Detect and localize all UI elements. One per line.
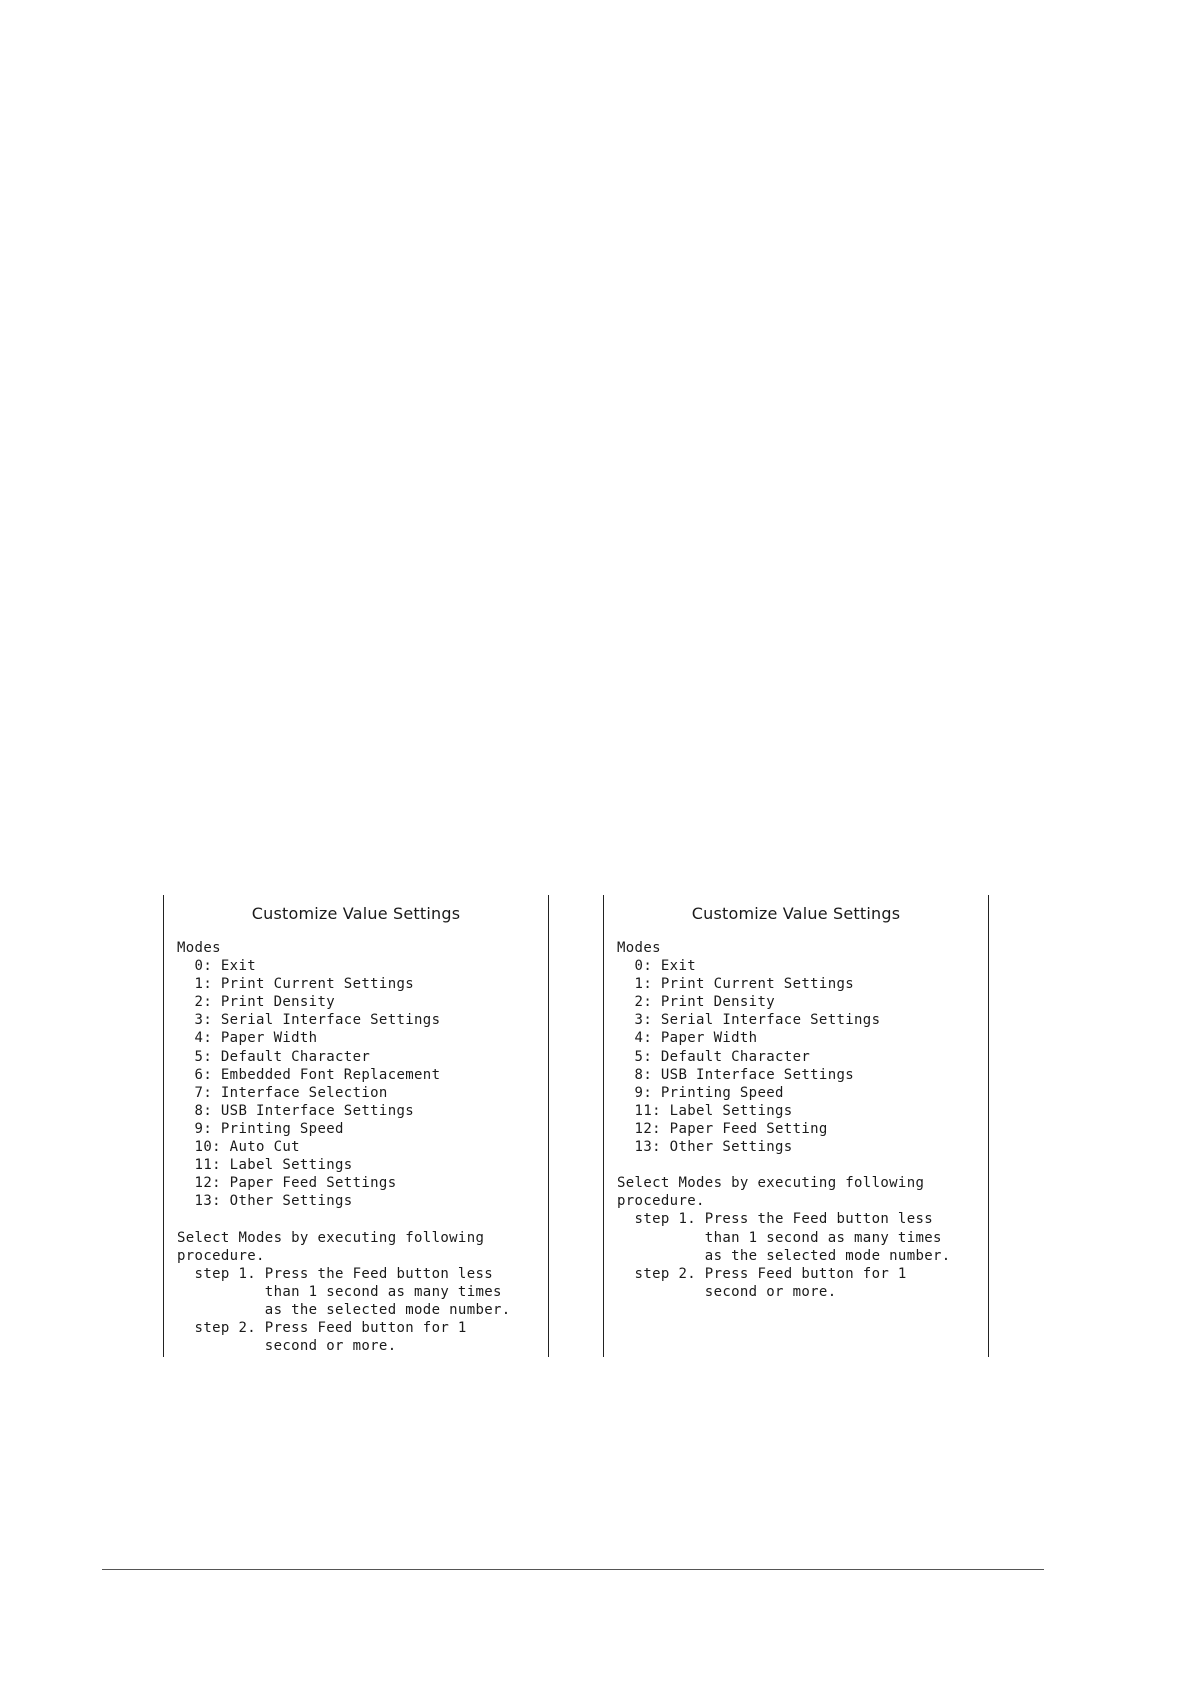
- receipt-line: 4: Paper Width: [177, 1030, 318, 1047]
- receipt-title: Customize Value Settings: [251, 904, 461, 923]
- receipt-line: 5: Default Character: [617, 1048, 811, 1065]
- receipt-line: than 1 second as many times: [617, 1229, 942, 1246]
- receipt-line: Select Modes by executing following: [617, 1175, 925, 1192]
- receipt-line: 9: Printing Speed: [177, 1120, 344, 1137]
- receipt-line: step 1. Press the Feed button less: [177, 1265, 494, 1282]
- receipt-line: 11: Label Settings: [177, 1157, 353, 1174]
- footer-divider: [102, 1569, 1044, 1570]
- receipt-line: 4: Paper Width: [617, 1030, 758, 1047]
- receipt-line: 12: Paper Feed Setting: [617, 1120, 828, 1137]
- receipt-line: second or more.: [617, 1283, 837, 1300]
- receipt-line: 7: Interface Selection: [177, 1084, 388, 1101]
- receipt-line: 9: Printing Speed: [617, 1084, 784, 1101]
- receipt-printout-left: [163, 895, 549, 1357]
- receipt-line: 0: Exit: [617, 958, 697, 975]
- receipt-line: Select Modes by executing following: [177, 1229, 485, 1246]
- receipt-line: 6: Embedded Font Replacement: [177, 1066, 441, 1083]
- receipt-line: 2: Print Density: [177, 994, 336, 1011]
- receipt-line: 1: Print Current Settings: [617, 976, 855, 993]
- receipt-line: 1: Print Current Settings: [177, 976, 415, 993]
- receipt-line: 10: Auto Cut: [177, 1139, 300, 1156]
- receipt-line: 13: Other Settings: [617, 1139, 793, 1156]
- receipt-line: 8: USB Interface Settings: [617, 1066, 855, 1083]
- receipt-line: 3: Serial Interface Settings: [177, 1012, 441, 1029]
- receipt-line: 13: Other Settings: [177, 1193, 353, 1210]
- receipt-line: 12: Paper Feed Settings: [177, 1175, 397, 1192]
- receipt-line: step 1. Press the Feed button less: [617, 1211, 934, 1228]
- receipt-line: 8: USB Interface Settings: [177, 1102, 415, 1119]
- receipt-line: 2: Print Density: [617, 994, 776, 1011]
- receipt-line: than 1 second as many times: [177, 1283, 502, 1300]
- receipt-line: 0: Exit: [177, 958, 257, 975]
- receipt-line: Modes: [177, 940, 221, 956]
- receipt-printout-right: [603, 895, 989, 1357]
- receipt-line: as the selected mode number.: [617, 1247, 951, 1264]
- receipt-line: 11: Label Settings: [617, 1102, 793, 1119]
- receipt-line: [177, 1210, 548, 1228]
- receipt-spacer: [617, 925, 988, 939]
- receipt-line: procedure.: [617, 1193, 705, 1210]
- receipt-body: [177, 939, 548, 1355]
- receipt-line: second or more.: [177, 1338, 397, 1355]
- receipt-spacer: [177, 925, 548, 939]
- receipt-line: step 2. Press Feed button for 1: [177, 1319, 467, 1336]
- receipt-body: [617, 939, 988, 1301]
- receipt-line: 3: Serial Interface Settings: [617, 1012, 881, 1029]
- receipt-line: Modes: [617, 940, 661, 956]
- receipt-line: as the selected mode number.: [177, 1301, 511, 1318]
- receipt-line: procedure.: [177, 1247, 265, 1264]
- receipt-line: 5: Default Character: [177, 1048, 371, 1065]
- receipt-line: [617, 1156, 988, 1174]
- receipt-title: Customize Value Settings: [691, 904, 901, 923]
- receipt-line: step 2. Press Feed button for 1: [617, 1265, 907, 1282]
